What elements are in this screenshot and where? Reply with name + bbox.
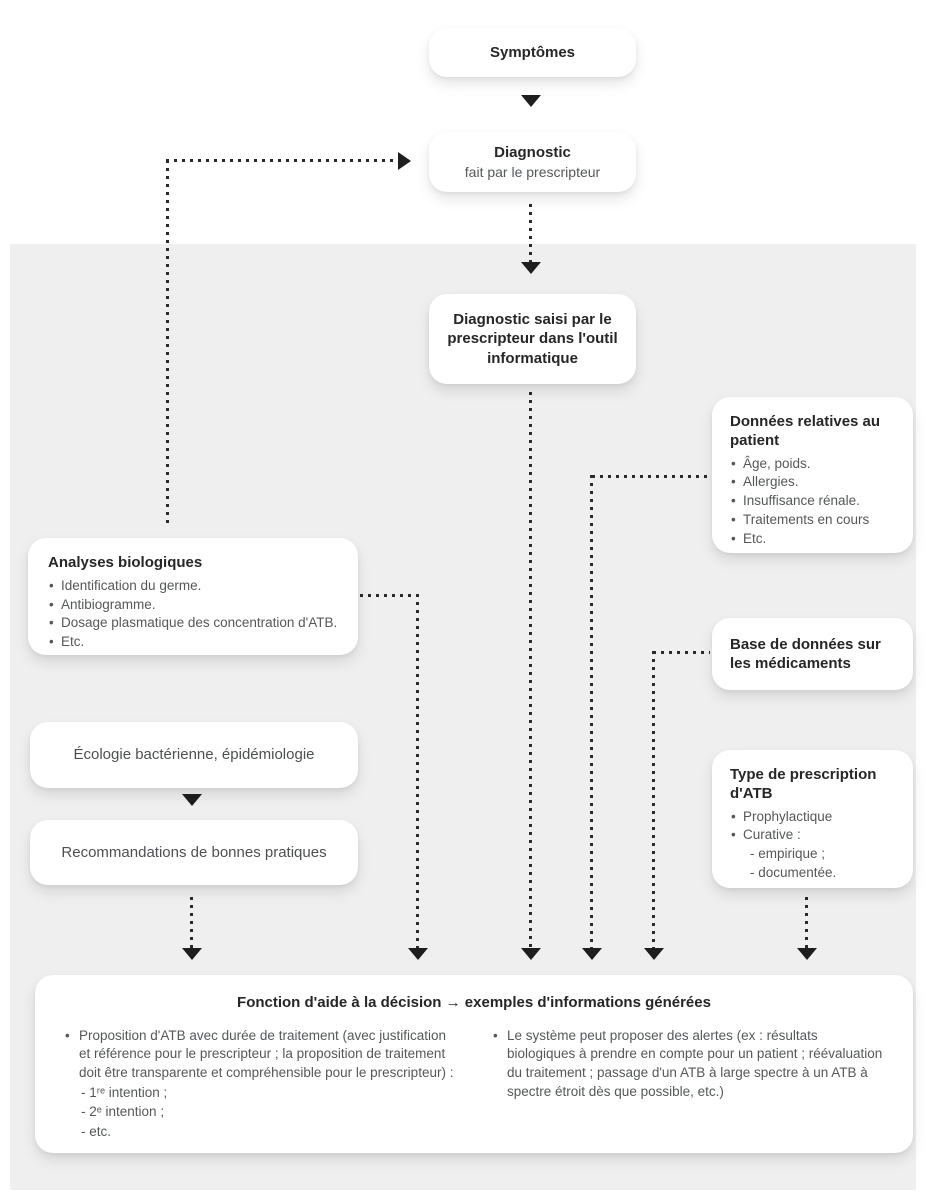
arrow-down-icon (582, 948, 602, 960)
box-diagnostic-saisi-title: Diagnostic saisi par le prescripteur dans l'outil informatique (447, 310, 618, 367)
box-type-prescription (712, 750, 913, 888)
list-item: • Allergies. (730, 473, 901, 491)
list-subitem: - documentée. (750, 864, 837, 880)
box-decision-function (35, 975, 913, 1153)
connector-diagnostic-to-saisi (529, 204, 532, 262)
list-subitem: - 1ʳᵉ intention ; (81, 1084, 168, 1100)
box-diagnostic (429, 132, 636, 192)
decision-right-column (493, 1027, 883, 1143)
box-recommandations (30, 820, 358, 885)
connector-analyses-to-diagnostic-horizontal (166, 159, 396, 162)
connector-donnees-vertical (590, 475, 593, 948)
arrow-down-icon (521, 948, 541, 960)
arrow-down-icon (644, 948, 664, 960)
list-subitem: - 2ᵉ intention ; (81, 1104, 165, 1120)
arrow-right-icon (398, 152, 411, 170)
box-ecologie (30, 722, 358, 788)
connector-donnees-horizontal (592, 475, 710, 478)
box-ecologie-title: Écologie bactérienne, épidémiologie (73, 746, 315, 764)
list-item: • Âge, poids. (730, 455, 901, 473)
box-type-prescription-title: Type de prescription d'ATB (730, 766, 877, 802)
list-item: • Etc. (48, 633, 348, 651)
box-symptomes (429, 28, 636, 77)
box-symptomes-title: Symptômes (489, 43, 576, 61)
arrow-down-icon (521, 262, 541, 274)
analyses-list (48, 577, 348, 651)
box-donnees-patient (712, 397, 913, 553)
connector-recommandations-vertical (190, 897, 193, 948)
box-diagnostic-subtitle: fait par le prescripteur (464, 163, 601, 180)
connector-basedonnees-horizontal (653, 651, 710, 654)
list-item: • Prophylactique (730, 808, 903, 826)
list-item: • Insuffisance rénale. (730, 492, 901, 510)
connector-analyses-vertical (416, 594, 419, 948)
box-analyses-title: Analyses biologiques (48, 554, 203, 571)
decision-columns (59, 1027, 889, 1143)
arrow-down-icon (182, 794, 202, 806)
box-diagnostic-saisi (429, 294, 636, 384)
box-analyses-biologiques (28, 538, 358, 655)
connector-analyses-horizontal (360, 594, 419, 597)
arrow-down-icon (182, 948, 202, 960)
list-subitem: - empirique ; (750, 846, 826, 862)
box-diagnostic-title: Diagnostic (494, 143, 571, 161)
box-donnees-patient-title: Données relatives au patient (730, 413, 881, 449)
arrow-down-icon (797, 948, 817, 960)
list-item: • Traitements en cours (730, 511, 901, 529)
box-base-donnees-title: Base de données sur les médicaments (730, 635, 881, 672)
connector-typeprescription-vertical (805, 897, 808, 948)
list-item: • Etc. (730, 530, 901, 548)
type-prescription-list (730, 808, 903, 882)
list-item: • Identification du germe. (48, 577, 348, 595)
list-item: • Dosage plasmatique des concentration d'ATB. (48, 614, 348, 632)
arrow-down-icon (408, 948, 428, 960)
list-item: • Antibiogramme. (48, 596, 348, 614)
list-item: • Curative : (730, 826, 903, 844)
decision-left-bullet: • Proposition d'ATB avec durée de traitement (avec justification et référence pour le prescripteur ; la proposition de traitement doit être transparente et compréhensible pour le prescripteur) : (65, 1027, 455, 1083)
list-subitem: - etc. (81, 1123, 112, 1139)
donnees-patient-list (730, 455, 901, 548)
connector-analyses-to-diagnostic-vertical (166, 160, 169, 527)
decision-left-sublist (65, 1084, 455, 1142)
connector-saisi-to-decision (529, 392, 532, 948)
box-recommandations-title: Recommandations de bonnes pratiques (61, 843, 327, 861)
connector-basedonnees-vertical (652, 651, 655, 948)
arrow-down-icon (521, 95, 541, 107)
decision-right-bullet: • Le système peut proposer des alertes (ex : résultats biologiques à prendre en compte pour un patient ; réévaluation du traitement ; passage d'un ATB à large spectre à un ATB à spectre étroit dès que possible, etc.) (493, 1027, 883, 1102)
box-base-donnees (712, 618, 913, 690)
decision-left-column (65, 1027, 455, 1143)
decision-title: Fonction d'aide à la décision → exemples d'informations générées (237, 994, 711, 1011)
